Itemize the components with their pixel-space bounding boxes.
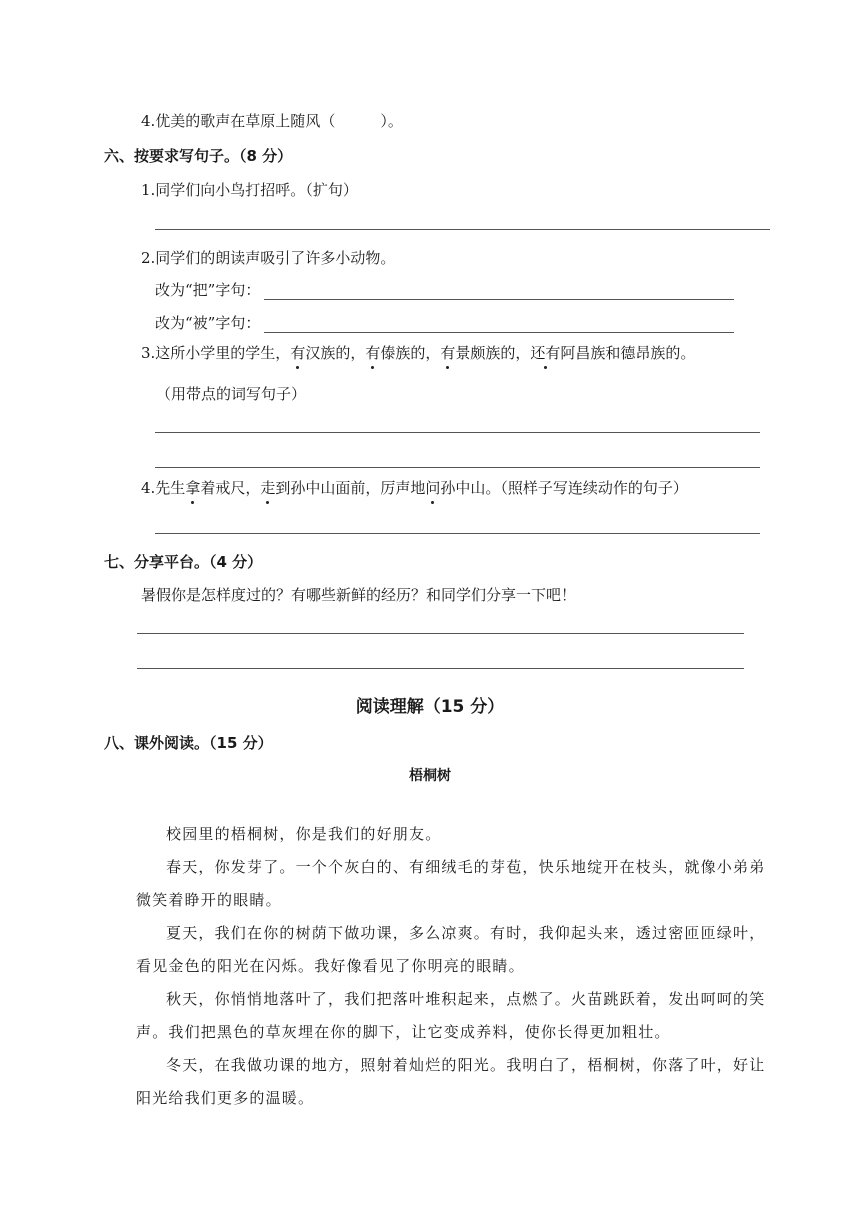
sec6-q2-bei-label: 改为“被”字句： (155, 314, 261, 332)
sec6-q4-dotted-word: 走 (260, 479, 276, 497)
sec6-q4-text: 4.先生 (141, 479, 186, 497)
sec6-q3 (141, 343, 695, 363)
sec6-q4-text: 着戒尺， (200, 479, 261, 497)
sec6-q2-bei-answer-line[interactable] (264, 316, 734, 333)
sec7-answer-line-2[interactable] (137, 668, 744, 669)
sec6-q2-ba-label: 改为“把”字句： (155, 281, 261, 299)
sec6-q3-text: 3.这所小学里的学生， (141, 344, 291, 362)
sec6-q3-text: 汉族的， (305, 344, 366, 362)
passage-paragraph: 夏天，我们在你的树荫下做功课，多么凉爽。有时，我仰起头来，透过密匝匝绿叶，看见金色的阳光在闪烁。我好像看见了你明亮的眼睛。 (136, 924, 766, 975)
passage-paragraph: 秋天，你悄悄地落叶了，我们把落叶堆积起来，点燃了。火苗跳跃着，发出呵呵的笑声。我们把黑色的草灰埋在你的脚下，让它变成养料，使你长得更加粗壮。 (136, 990, 766, 1041)
sec6-q2-ba-answer-line[interactable] (264, 283, 734, 300)
sec6-q2-ba-row (155, 280, 734, 300)
sec6-q3-text: 阿昌族和德昂族的。 (560, 344, 696, 362)
sec6-q3-dotted-word: 有 (365, 344, 381, 362)
sec6-q3-note: （用带点的词写句子） (156, 385, 307, 403)
passage-paragraph: 春天，你发芽了。一个个灰白的、有细绒毛的芽苞，快乐地绽开在枝头，就像小弟弟微笑着睁开的眼睛。 (136, 858, 766, 909)
passage-paragraph: 校园里的梧桐树，你是我们的好朋友。 (166, 825, 442, 843)
section-8-title: 八、课外阅读。（15 分） (104, 734, 273, 752)
sec6-q4 (141, 478, 688, 498)
sec6-q3-answer-line-2[interactable] (155, 467, 760, 468)
sec6-q3-dotted-word: 有 (440, 344, 456, 362)
sec6-q3-text: 景颇族的， (455, 344, 531, 362)
sec7-prompt: 暑假你是怎样度过的？有哪些新鲜的经历？和同学们分享一下吧！ (141, 586, 577, 604)
sec6-q3-text: 傣族的， (380, 344, 441, 362)
sec6-q4-text: 到孙中山面前，厉声地 (275, 479, 426, 497)
section-6-title: 六、按要求写句子。（8 分） (104, 147, 293, 165)
passage-title: 梧桐树 (409, 768, 451, 784)
sec6-q4-dotted-word: 拿 (185, 479, 201, 497)
reading-heading: 阅读理解（15 分） (355, 697, 505, 717)
sec6-q3-dotted-word: 还有 (530, 344, 561, 362)
sec7-answer-line-1[interactable] (137, 633, 744, 634)
passage-body (136, 818, 776, 1115)
sec6-q2-bei-row (155, 313, 734, 333)
sec6-q4-answer-line[interactable] (155, 533, 760, 534)
sec6-q4-text: 孙中山。（照样子写连续动作的句子） (440, 479, 688, 497)
passage-paragraph: 冬天，在我做功课的地方，照射着灿烂的阳光。我明白了，梧桐树，你落了叶，好让阳光给我们更多的温暖。 (136, 1056, 766, 1107)
section-7-title: 七、分享平台。（4 分） (104, 553, 263, 571)
sec6-q3-dotted-word: 有 (290, 344, 306, 362)
sec6-q4-dotted-word: 问 (425, 479, 441, 497)
sec6-q1: 1.同学们向小鸟打招呼。（扩句） (141, 181, 358, 199)
q5-item-4: 4.优美的歌声在草原上随风（ ）。 (141, 112, 403, 130)
sec6-q1-answer-line[interactable] (155, 229, 770, 230)
sec6-q2: 2.同学们的朗读声吸引了许多小动物。 (141, 249, 396, 267)
sec6-q3-answer-line-1[interactable] (155, 432, 760, 433)
